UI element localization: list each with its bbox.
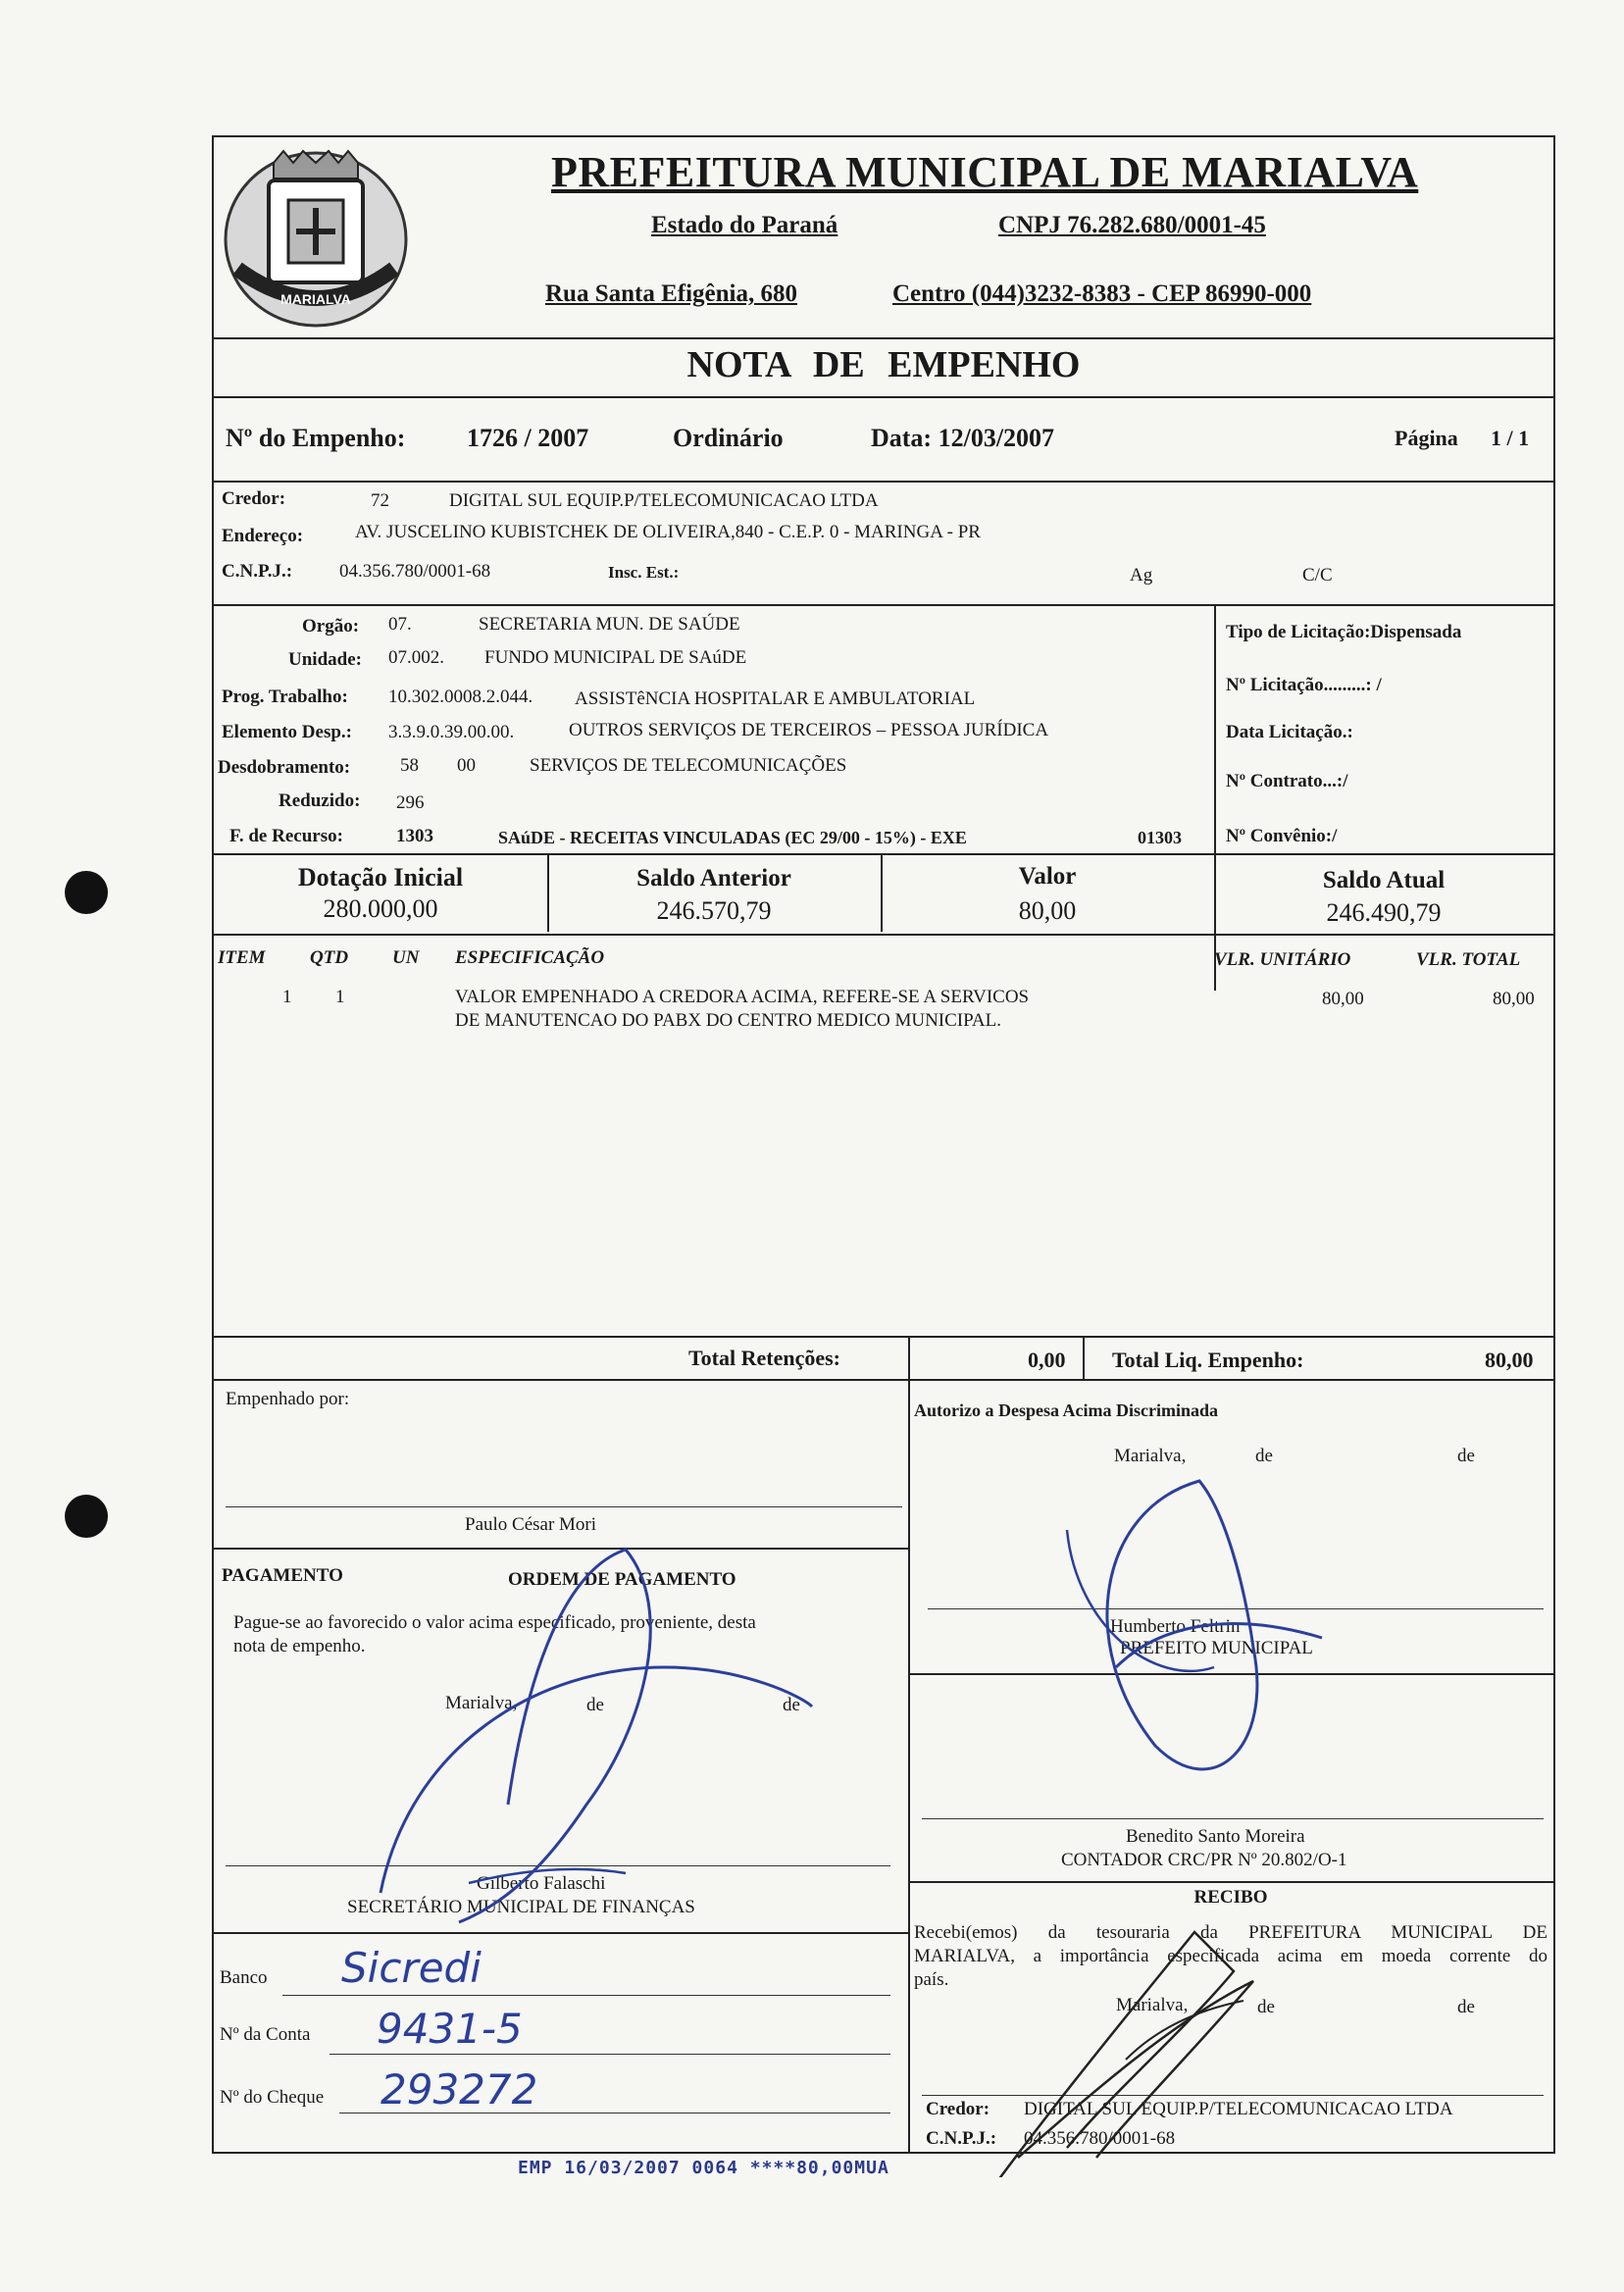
banco-label: Banco bbox=[220, 1967, 268, 1988]
recibo-text-line1: Recebi(emos) da tesouraria da PREFEITURA MUNICIPAL DE bbox=[914, 1922, 1548, 1943]
desdobramento-label: Desdobramento: bbox=[218, 757, 351, 778]
row-item: 1 bbox=[282, 987, 292, 1007]
autorizo-city: Marialva, bbox=[1114, 1446, 1187, 1466]
pagamento-text-line1: Pague-se ao favorecido o valor acima especificado, proveniente, desta bbox=[233, 1612, 756, 1633]
credor-address: AV. JUSCELINO KUBISTCHEK DE OLIVEIRA,840 - C.E.P. 0 - MARINGA - PR bbox=[355, 522, 981, 542]
total-retencoes-label: Total Retenções: bbox=[688, 1346, 840, 1370]
contador-name: Benedito Santo Moreira bbox=[1126, 1826, 1305, 1847]
cheque-label: Nº do Cheque bbox=[220, 2087, 325, 2108]
desdobramento-code2: 00 bbox=[457, 755, 476, 776]
empenho-type: Ordinário bbox=[673, 424, 784, 452]
prog-trabalho-label: Prog. Trabalho: bbox=[222, 687, 348, 707]
pagamento-label: PAGAMENTO bbox=[222, 1565, 343, 1586]
prefeito-name: Humberto Feltrin bbox=[1110, 1616, 1241, 1637]
orgao-label: Orgão: bbox=[302, 616, 360, 637]
saldo-atual-value: 246.490,79 bbox=[1326, 898, 1442, 927]
recibo-de1: de bbox=[1257, 1997, 1275, 2017]
svg-text:MARIALVA: MARIALVA bbox=[280, 291, 351, 307]
recibo-title: RECIBO bbox=[1193, 1887, 1268, 1908]
saldo-anterior-value: 246.570,79 bbox=[656, 896, 772, 925]
conta-label: Nº da Conta bbox=[220, 2024, 311, 2045]
conta-value: 9431-5 bbox=[377, 2005, 523, 2053]
cc-label: C/C bbox=[1302, 565, 1333, 586]
banco-value: Sicredi bbox=[341, 1944, 482, 1992]
recibo-credor-name: DIGITAL SUL EQUIP.P/TELECOMUNICACAO LTDA bbox=[1024, 2099, 1453, 2119]
fonte-recurso-name: SAúDE - RECEITAS VINCULADAS (EC 29/00 - 15%) - EXE bbox=[498, 828, 967, 847]
row-description-line2: DE MANUTENCAO DO PABX DO CENTRO MEDICO MUNICIPAL. bbox=[455, 1010, 1002, 1031]
page-number: 1 / 1 bbox=[1491, 426, 1530, 450]
col-item: ITEM bbox=[218, 947, 266, 968]
total-liquido-value: 80,00 bbox=[1485, 1348, 1534, 1372]
fonte-recurso-code2: 01303 bbox=[1138, 828, 1182, 847]
total-retencoes-value: 0,00 bbox=[1028, 1348, 1066, 1372]
pagamento-de1: de bbox=[586, 1695, 604, 1715]
credor-cnpj-label: C.N.P.J.: bbox=[222, 561, 293, 582]
recibo-cnpj-value: 04.356.780/0001-68 bbox=[1024, 2128, 1176, 2149]
numero-contrato: Nº Contrato...:/ bbox=[1226, 771, 1348, 791]
desdobramento-name: SERVIÇOS DE TELECOMUNICAÇÕES bbox=[530, 755, 847, 776]
tipo-licitacao: Tipo de Licitação:Dispensada bbox=[1226, 622, 1462, 642]
row-vlr-unitario: 80,00 bbox=[1322, 989, 1364, 1009]
fonte-recurso-label: F. de Recurso: bbox=[229, 826, 343, 846]
valor-value: 80,00 bbox=[1018, 896, 1077, 925]
district-phone-text: Centro (044)3232-8383 - CEP 86990-000 bbox=[892, 280, 1312, 307]
address-label: Endereço: bbox=[222, 526, 304, 546]
credor-name: DIGITAL SUL EQUIP.P/TELECOMUNICACAO LTDA bbox=[449, 490, 879, 511]
orgao-code: 07. bbox=[388, 614, 412, 635]
row-vlr-total: 80,00 bbox=[1493, 989, 1535, 1009]
contador-title: CONTADOR CRC/PR Nº 20.802/O-1 bbox=[1061, 1850, 1347, 1870]
row-qtd: 1 bbox=[335, 987, 345, 1007]
prefeito-title: PREFEITO MUNICIPAL bbox=[1120, 1638, 1313, 1658]
empenhado-por-label: Empenhado por: bbox=[226, 1389, 350, 1409]
unidade-name: FUNDO MUNICIPAL DE SAúDE bbox=[484, 647, 747, 668]
numero-licitacao: Nº Licitação.........: / bbox=[1226, 675, 1382, 695]
total-liquido-label: Total Liq. Empenho: bbox=[1112, 1348, 1304, 1372]
dotacao-value: 280.000,00 bbox=[323, 894, 438, 923]
col-vlr-total: VLR. TOTAL bbox=[1416, 949, 1521, 970]
pagamento-city: Marialva, bbox=[445, 1693, 518, 1713]
fonte-recurso-code: 1303 bbox=[396, 826, 433, 846]
empenho-number-label: Nº do Empenho: bbox=[226, 424, 406, 452]
pagamento-text-line2: nota de empenho. bbox=[233, 1636, 366, 1656]
elemento-desp-name: OUTROS SERVIÇOS DE TERCEIROS – PESSOA JURÍDICA bbox=[569, 720, 1049, 740]
recibo-de2: de bbox=[1457, 1997, 1475, 2017]
col-qtd: QTD bbox=[310, 947, 349, 968]
empenho-date: Data: 12/03/2007 bbox=[871, 424, 1055, 452]
cheque-value: 293272 bbox=[381, 2065, 538, 2114]
ordem-pagamento-label: ORDEM DE PAGAMENTO bbox=[508, 1569, 736, 1590]
secretario-name: Gilberto Falaschi bbox=[477, 1873, 606, 1894]
unidade-code: 07.002. bbox=[388, 647, 444, 668]
cnpj-text: CNPJ 76.282.680/0001-45 bbox=[998, 212, 1266, 238]
elemento-desp-code: 3.3.9.0.39.00.00. bbox=[388, 722, 515, 742]
prog-trabalho-name: ASSISTêNCIA HOSPITALAR E AMBULATORIAL bbox=[575, 688, 976, 709]
punch-hole-bottom bbox=[65, 1495, 108, 1538]
col-especificacao: ESPECIFICAÇÃO bbox=[455, 947, 605, 968]
credor-label: Credor: bbox=[222, 488, 286, 509]
recibo-cnpj-label: C.N.P.J.: bbox=[926, 2128, 997, 2149]
pagamento-de2: de bbox=[783, 1695, 800, 1715]
elemento-desp-label: Elemento Desp.: bbox=[222, 722, 352, 742]
dotacao-label: Dotação Inicial bbox=[297, 863, 464, 891]
municipality-title: PREFEITURA MUNICIPAL DE MARIALVA bbox=[551, 148, 1419, 196]
valor-label: Valor bbox=[1018, 863, 1077, 890]
recibo-city: Marialva, bbox=[1116, 1995, 1189, 2015]
nota-de-empenho-form bbox=[212, 135, 1555, 2154]
secretario-title: SECRETÁRIO MUNICIPAL DE FINANÇAS bbox=[347, 1897, 695, 1917]
reduzido-label: Reduzido: bbox=[279, 790, 361, 811]
insc-est-label: Insc. Est.: bbox=[608, 563, 680, 582]
credor-code: 72 bbox=[371, 490, 389, 511]
unidade-label: Unidade: bbox=[288, 649, 362, 670]
document-title: NOTA DE EMPENHO bbox=[686, 344, 1081, 385]
numero-convenio: Nº Convênio:/ bbox=[1226, 826, 1338, 846]
autorizo-label: Autorizo a Despesa Acima Discriminada bbox=[914, 1401, 1218, 1420]
recibo-text-line3: país. bbox=[914, 1969, 949, 1990]
ag-label: Ag bbox=[1130, 565, 1153, 586]
reduzido-value: 296 bbox=[396, 792, 425, 813]
saldo-atual-label: Saldo Atual bbox=[1322, 867, 1446, 893]
address-text: Rua Santa Efigênia, 680 bbox=[545, 280, 797, 307]
col-vlr-unitario: VLR. UNITÁRIO bbox=[1214, 949, 1351, 970]
page-label: Página bbox=[1395, 426, 1458, 450]
autorizo-de1: de bbox=[1255, 1446, 1273, 1466]
signature-scribbles bbox=[214, 137, 1557, 2177]
autorizo-de2: de bbox=[1457, 1446, 1475, 1466]
recibo-credor-label: Credor: bbox=[926, 2099, 990, 2119]
row-description-line1: VALOR EMPENHADO A CREDORA ACIMA, REFERE-SE A SERVICOS bbox=[455, 987, 1030, 1007]
col-un: UN bbox=[392, 947, 420, 968]
punch-hole-top bbox=[65, 871, 108, 914]
data-licitacao: Data Licitação.: bbox=[1226, 722, 1353, 742]
desdobramento-code1: 58 bbox=[400, 755, 419, 776]
orgao-name: SECRETARIA MUN. DE SAÚDE bbox=[479, 614, 740, 635]
saldo-anterior-label: Saldo Anterior bbox=[636, 865, 791, 891]
empenhado-por-name: Paulo César Mori bbox=[465, 1514, 597, 1535]
state-text: Estado do Paraná bbox=[651, 212, 838, 238]
prog-trabalho-code: 10.302.0008.2.044. bbox=[388, 687, 533, 707]
empenho-number: 1726 / 2007 bbox=[467, 424, 589, 452]
recibo-text-line2: MARIALVA, a importância especificada acima em moeda corrente do bbox=[914, 1946, 1548, 1966]
processing-stamp: EMP 16/03/2007 0064 ****80,00MUA bbox=[518, 2158, 889, 2178]
credor-cnpj: 04.356.780/0001-68 bbox=[339, 561, 491, 582]
